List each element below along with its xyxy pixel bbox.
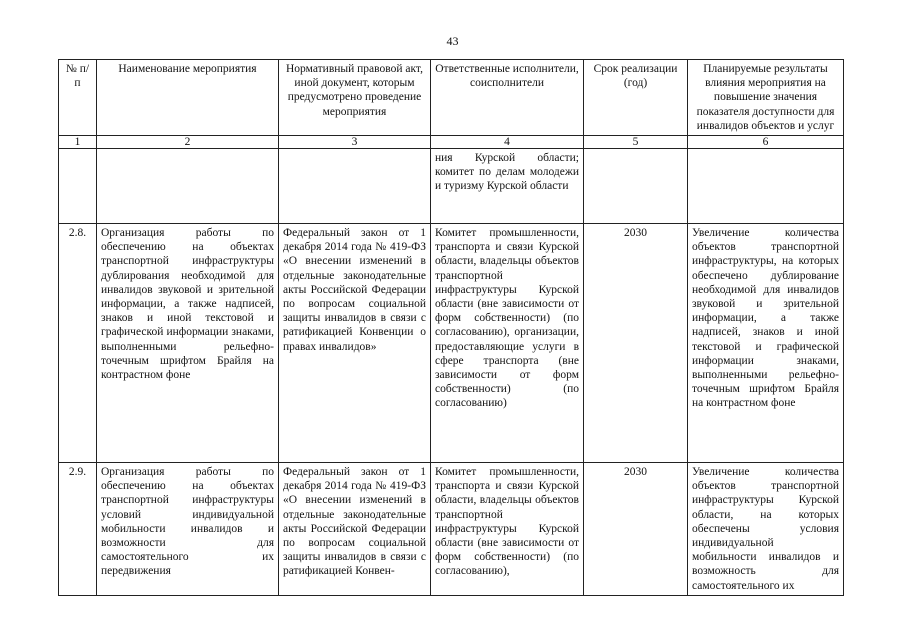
cell-num: 2.8. (59, 224, 97, 463)
column-number: 3 (279, 136, 431, 149)
table-header-row (59, 60, 844, 136)
column-number: 4 (431, 136, 584, 149)
table-row (59, 463, 844, 596)
cell-term: 2030 (584, 224, 688, 463)
cell-executors: ния Курской области; комитет по делам молодежи и туризму Курской области (431, 149, 584, 224)
cell-act: Федеральный закон от 1 декабря 2014 года № 419-ФЗ «О внесении изменений в отдельные законодательные акты Российской Федерации по вопросам социальной защиты инвалидов в связи с ратификацией Конвен- (279, 463, 431, 596)
header-act: Нормативный правовой акт, иной документ, которым предусмотрено проведение мероприятия (279, 60, 431, 136)
page-number: 43 (446, 34, 459, 48)
cell-name: Организация работы по обеспечению на объектах транспортной инфраструктуры условий индивидуальной мобильности инвалидов и возможности для самостоятельного их передвижения (97, 463, 279, 596)
column-number: 1 (59, 136, 97, 149)
cell-executors: Комитет промышленности, транспорта и связи Курской области, владельцы объектов транспортной инфраструктуры Курской области (вне зависимости от форм собственности) (по согласованию), организации, предоставляющие услуги в сфере транспорта (вне зависимости от форм собственности) (по согласованию) (431, 224, 584, 463)
column-number: 2 (97, 136, 279, 149)
cell-act: Федеральный закон от 1 декабря 2014 года № 419-ФЗ «О внесении изменений в отдельные законодательные акты Российской Федерации по вопросам социальной защиты инвалидов в связи с ратификацией Конвенции о правах инвалидов» (279, 224, 431, 463)
table-row (59, 224, 844, 463)
column-number: 6 (688, 136, 844, 149)
header-executors: Ответственные исполнители, соисполнители (431, 60, 584, 136)
cell-result (688, 149, 844, 224)
cell-term: 2030 (584, 463, 688, 596)
header-result: Планируемые результаты влияния мероприятия на повышение значения показателя доступности для инвалидов объектов и услуг (688, 60, 844, 136)
header-term: Срок реализации (год) (584, 60, 688, 136)
table-row-continuation (59, 149, 844, 224)
cell-num: 2.9. (59, 463, 97, 596)
cell-num (59, 149, 97, 224)
column-number: 5 (584, 136, 688, 149)
cell-name: Организация работы по обеспечению на объектах транспортной инфраструктуры дублирования необходимой для инвалидов звуковой и зрительной информации, а также надписей, знаков и иной текстовой и графической информации знаками, выполненными рельефно-точечным шрифтом Брайля на контрастном фоне (97, 224, 279, 463)
cell-executors: Комитет промышленности, транспорта и связи Курской области, владельцы объектов транспортной инфраструктуры Курской области (вне зависимости от форм собственности) (по согласованию), (431, 463, 584, 596)
cell-result: Увеличение количества объектов транспортной инфраструктуры Курской области, на которых обеспечены условия индивидуальной мобильности инвалидов и возможность для самостоятельного их (688, 463, 844, 596)
cell-term (584, 149, 688, 224)
header-name: Наименование мероприятия (97, 60, 279, 136)
cell-name (97, 149, 279, 224)
measures-table (58, 59, 844, 596)
column-number-row (59, 136, 844, 149)
header-num: № п/п (59, 60, 97, 136)
cell-result: Увеличение количества объектов транспортной инфраструктуры, на которых обеспечено дублирование необходимой для инвалидов звуковой и зрительной информации, а также надписей, знаков и иной текстовой и графической информации знаками, выполненными рельефно-точечным шрифтом Брайля на контрастном фоне (688, 224, 844, 463)
cell-act (279, 149, 431, 224)
